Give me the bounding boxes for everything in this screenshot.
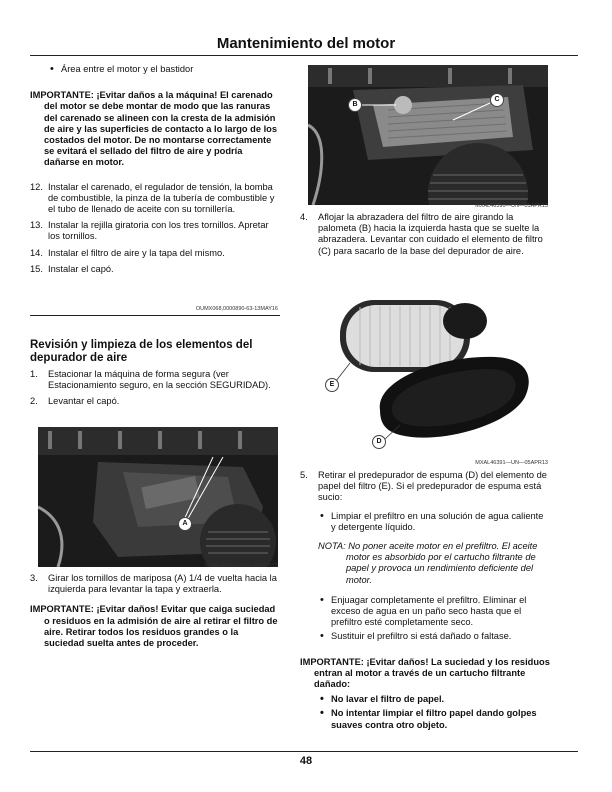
note: NOTA: No poner aceite motor en el prefiltro. El aceite motor es absorbido por el cartucho filtrante de papel y provoca un rendimiento deficiente del motor. [318, 541, 538, 585]
engine-cover-illustration [38, 427, 278, 567]
footer-rule [30, 751, 578, 752]
page-number: 48 [299, 755, 313, 767]
filter-elements-photo [320, 285, 550, 455]
list-item: 14. Instalar el filtro de aire y la tapa del mismo. [30, 247, 225, 258]
callout-d: D [372, 435, 386, 449]
page-title: Mantenimiento del motor [216, 35, 396, 52]
image-reference: MXAL46391—UN—05APR13 [475, 460, 548, 466]
callout-c: C [490, 93, 504, 107]
section-title: Revisión y limpieza de los elementos del depurador de aire [30, 339, 253, 364]
list-item: 5. Retirar el predepurador de espuma (D) del elemento de papel del filtro (E). Si el predepurador de espuma está sucio: [300, 470, 547, 503]
air-filter-photo [308, 65, 548, 205]
list-item: • Enjuagar completamente el prefiltro. Eliminar el exceso de agua en un paño seco hasta que el prefiltro esté completamente seco. [318, 595, 550, 629]
reference-code: OUMX068,0000890-63-13MAY16 [195, 306, 278, 312]
list-item: • Área entre el motor y el bastidor [48, 64, 280, 75]
list-item: 12. Instalar el carenado, el regulador de tensión, la bomba de combustible, la pinza de la tubería de combustible y el tubo de llenado de aceite con su tornillería. [30, 181, 275, 215]
list-item: 4. Aflojar la abrazadera del filtro de aire girando la palometa (B) hacia la izquierda hasta que se suelte la abrazadera. Levantar con cuidado el elemento de filtro (C) para sacarlo de la base del depurador de aire. [300, 212, 543, 256]
right-section-1 [300, 212, 550, 257]
important-notice: IMPORTANTE: ¡Evitar daños! La suciedad y los residuos entran al motor a través de un cartucho filtrante dañado: [300, 656, 550, 690]
important-notice: IMPORTANTE: ¡Evitar daños a la máquina! El carenado del motor se debe montar de modo que las ranuras del carenado se alineen con la cresta de la admisión de aire y las superficies de contacto a lo largo de los costados del motor. De no montarse correctamente se evitará el sellado del filtro de aire y podría dañarse en motor. [30, 90, 278, 168]
left-section-2 [30, 573, 280, 649]
list-item: 1. Estacionar la máquina de forma segura (ver Estacionamiento seguro, en la sección SEGURIDAD). [30, 369, 271, 391]
section-rule [30, 315, 280, 316]
callout-e: E [325, 378, 339, 392]
left-column [30, 64, 280, 275]
filter-elements-illustration [320, 285, 550, 455]
image-reference: MXAL46390—UN—05APR13 [475, 203, 548, 209]
callout-a: A [178, 517, 192, 531]
important-notice: IMPORTANTE: ¡Evitar daños! Evitar que caiga suciedad o residuos en la admisión de aire al retirar el filtro de aire. Retirar todos los residuos grandes o la suciedad suelta antes de proceder. [30, 604, 278, 649]
header-rule [30, 55, 578, 56]
step-list [30, 182, 280, 275]
engine-cover-photo [38, 427, 278, 567]
list-item: 3. Girar los tornillos de mariposa (A) 1/4 de vuelta hacia la izquierda para levantar la tapa y extraerla. [30, 573, 277, 595]
list-item: 15. Instalar el capó. [30, 263, 114, 274]
list-item: • Sustituir el prefiltro si está dañado o faltase. [318, 631, 550, 642]
list-item: 2. Levantar el capó. [30, 396, 120, 407]
list-item: • No intentar limpiar el filtro papel dando golpes suaves contra otro objeto. [318, 708, 550, 730]
left-section [30, 339, 280, 408]
image-reference: MXAL46389—UN—05APR13 [205, 563, 278, 569]
air-filter-illustration [308, 65, 548, 205]
list-item: • Limpiar el prefiltro en una solución de agua caliente y detergente líquido. [318, 511, 550, 533]
list-item: • No lavar el filtro de papel. [318, 694, 550, 705]
callout-b: B [348, 98, 362, 112]
right-section-2 [300, 470, 550, 731]
list-item: 13. Instalar la rejilla giratoria con los tres tornillos. Apretar los tornillos. [30, 220, 269, 242]
